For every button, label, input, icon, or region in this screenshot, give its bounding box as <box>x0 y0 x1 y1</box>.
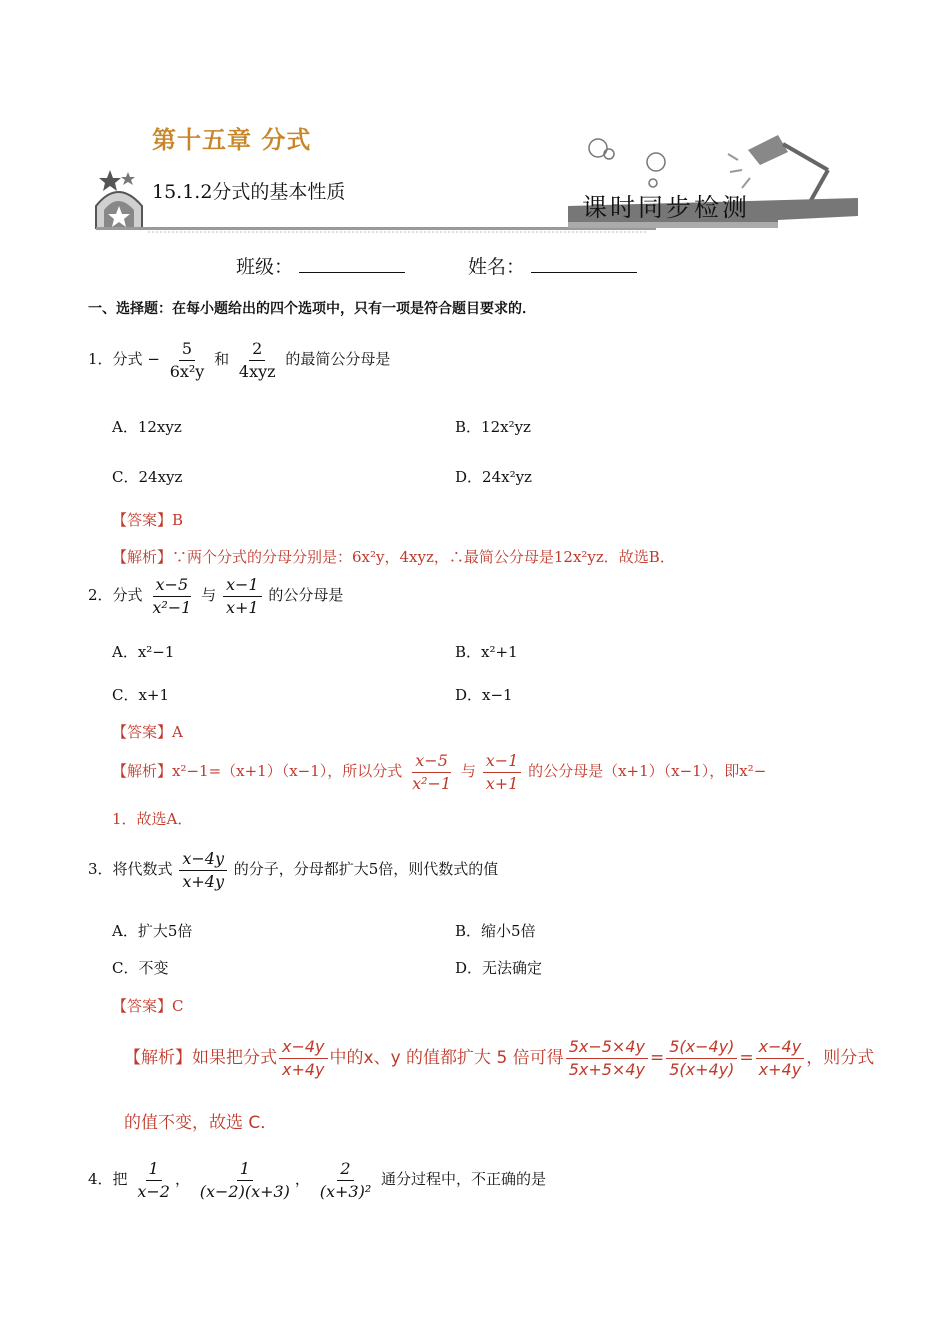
question-1: 1．分式 − $\frac{5}{\text{6x²y}}$ 和 $\frac{2}{\text{4xyz}}$ 的最简公分母是 <box>88 339 391 381</box>
q3-analysis-line2: 的值不变，故选 C． <box>124 1113 278 1133</box>
q3-fraction: $\frac{x-4y}{x+4y}$ <box>179 850 227 890</box>
chapter-title: 第十五章 分式 <box>152 126 312 154</box>
star-emblem-icon <box>96 170 142 228</box>
q1-prefix: 1．分式 <box>88 350 143 369</box>
q3-answer: 【答案】C <box>112 997 184 1015</box>
class-field <box>236 252 405 279</box>
q2-option-d[interactable]: D．x−1 <box>455 686 513 704</box>
q2-option-c[interactable]: C．x+1 <box>112 686 170 704</box>
class-label: 班级： <box>236 256 294 278</box>
q3-option-c[interactable]: C．不变 <box>112 959 169 977</box>
question-2: 2．分式 $\frac{x-5}{\text{x²−1}}$ 与 $\frac{x-1}{x+1}$ 的公分母是 <box>88 575 344 617</box>
q2-analysis-line2: 1．故选A． <box>112 810 193 828</box>
q3-analysis: 【解析】如果把分式 $\frac{x-4y}{x+4y}$ 中的x、y 的值都扩大 5 倍可得 $\frac{5x-5\times 4y}{5x+5\times 4y}$ = $\frac{5(x-4y)}{5(x+4y)}$ = $\frac{x-4y}{x+4y}$ ，则分式 <box>124 1037 875 1079</box>
q2-analysis: 【解析】x²−1=（x+1）（x−1），所以分式 $\frac{x-5}{\text{x²−1}}$ 与 $\frac{x-1}{x+1}$ 的公分母是（x+1）（x−1），即x²− <box>112 751 767 793</box>
section-title: 15.1.2分式的基本性质 <box>152 181 346 203</box>
q3-option-d[interactable]: D．无法确定 <box>455 959 543 977</box>
q1-option-b[interactable]: B．12x²yz <box>455 418 531 436</box>
q3-option-a[interactable]: A．扩大5倍 <box>112 922 193 940</box>
q1-analysis: 【解析】∵两个分式的分母分别是：6x²y，4xyz，∴最简公分母是12x²yz．故选B． <box>112 548 675 566</box>
name-blank <box>531 254 637 273</box>
bubble-decoration <box>589 139 665 187</box>
q1-fraction-2: $\frac{2}{\text{4xyz}}$ <box>238 339 276 381</box>
question-4: 4．把 $\frac{1}{x-2}$ ， $\frac{1}{(x-2)(x+3)}$ ， $\frac{2}{\text{(x+3)²}}$ 通分过程中，不正确的是 <box>88 1159 547 1201</box>
q2-option-a[interactable]: A．x²−1 <box>112 643 175 661</box>
instruction: 一、选择题：在每小题给出的四个选项中，只有一项是符合题目要求的． <box>88 301 536 317</box>
q3-option-b[interactable]: B．缩小5倍 <box>455 922 536 940</box>
name-field <box>468 252 637 279</box>
q1-answer: 【答案】B <box>112 511 184 529</box>
q1-option-a[interactable]: A．12xyz <box>112 418 182 436</box>
badge-title: 课时同步检测 <box>582 193 751 222</box>
q2-answer: 【答案】A <box>112 723 183 741</box>
q1-option-c[interactable]: C．24xyz <box>112 468 183 486</box>
name-label: 姓名： <box>468 256 526 278</box>
q2-option-b[interactable]: B．x²+1 <box>455 643 518 661</box>
question-3: 3．将代数式 $\frac{x-4y}{x+4y}$ 的分子，分母都扩大5倍，则代数式的值 <box>88 849 499 891</box>
q2-fraction-1: $\frac{x-5}{\text{x²−1}}$ <box>152 575 192 617</box>
class-blank <box>299 254 405 273</box>
q1-option-d[interactable]: D．24x²yz <box>455 468 532 486</box>
q1-fraction-1: $\frac{5}{\text{6x²y}}$ <box>169 339 205 381</box>
q2-fraction-2: $\frac{x-1}{x+1}$ <box>223 576 262 616</box>
